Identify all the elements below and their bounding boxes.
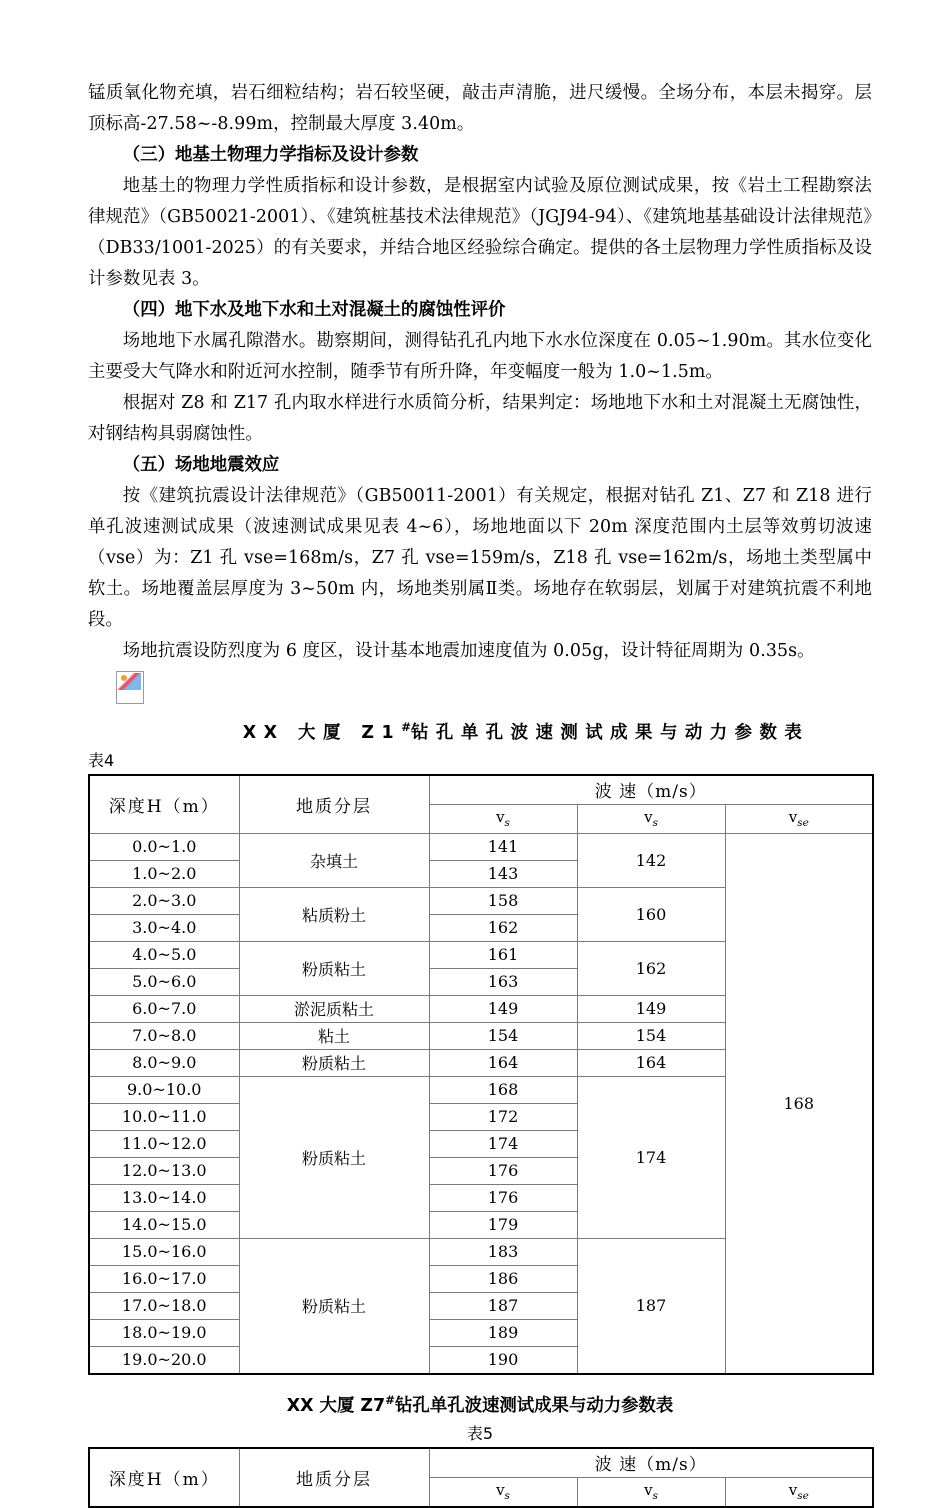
table-header-row [89,775,873,805]
cell-depth: 18.0~19.0 [89,1319,239,1346]
header-vs-1-subscript: s [504,817,510,830]
cell-soil-layer: 淤泥质粘土 [239,995,429,1022]
cell-soil-layer: 粉质粘土 [239,941,429,995]
cell-depth: 15.0~16.0 [89,1238,239,1265]
cell-depth: 13.0~14.0 [89,1184,239,1211]
header-layer: 地质分层 [239,1448,429,1507]
header-vs-2 [577,1477,725,1507]
cell-vs: 164 [429,1049,577,1076]
cell-vs-average: 149 [577,995,725,1022]
cell-soil-layer: 粉质粘土 [239,1076,429,1238]
cell-soil-layer: 杂填土 [239,833,429,887]
header-vs-2-subscript: s [652,1490,658,1503]
cell-vs: 158 [429,887,577,914]
broken-image-sun-icon [121,675,127,681]
header-vs-1-subscript: s [504,1490,510,1503]
cell-depth: 1.0~2.0 [89,860,239,887]
table4-title [88,712,872,748]
table5-title-prefix: XX 大厦 Z7 [286,1395,386,1416]
header-layer: 地质分层 [239,775,429,834]
cell-vs-average: 154 [577,1022,725,1049]
paragraph-seismic-effects: 按《建筑抗震设计法律规范》（GB50011-2001）有关规定，根据对钻孔 Z1、Z7 和 Z18 进行单孔波速测试成果（波速测试成果见表 4~6），场地地面以下 20m 深度范围内土层等效剪切波速（vse）为：Z1 孔 vse=168m/s，Z7 孔 vse=159m/s，Z18 孔 vse=162m/s，场地土类型属中软土。场地覆盖层厚度为 3~50m 内，场地类别属Ⅱ类。场地存在软弱层，划属于对建筑抗震不利地段。 [88,486,872,630]
table5-title-superscript: # [385,1392,396,1407]
cell-soil-layer: 粉质粘土 [239,1049,429,1076]
header-vse-symbol: v [788,1481,798,1500]
paragraph-groundwater-level: 场地地下水属孔隙潜水。勘察期间，测得钻孔孔内地下水水位深度在 0.05~1.90m。其水位变化主要受大气降水和附近河水控制，随季节有所升降，年变幅度一般为 1.0~1.5m。 [88,331,872,382]
cell-vs: 176 [429,1157,577,1184]
cell-depth: 9.0~10.0 [89,1076,239,1103]
cell-depth: 14.0~15.0 [89,1211,239,1238]
cell-vs-average: 174 [577,1076,725,1238]
header-vs-2-symbol: v [644,1481,653,1500]
cell-depth: 8.0~9.0 [89,1049,239,1076]
header-vs-1 [429,804,577,833]
table4-title-suffix: 钻孔单孔波速测试成果与动力参数表 [411,722,810,743]
table4-title-superscript: # [401,720,412,734]
table-header-row [89,1448,873,1478]
cell-vs-average: 162 [577,941,725,995]
cell-vs: 183 [429,1238,577,1265]
header-vse [725,804,873,833]
cell-depth: 11.0~12.0 [89,1130,239,1157]
cell-depth: 6.0~7.0 [89,995,239,1022]
header-wave-velocity: 波 速（m/s） [429,775,873,805]
cell-depth: 3.0~4.0 [89,914,239,941]
cell-vs: 161 [429,941,577,968]
cell-depth: 16.0~17.0 [89,1265,239,1292]
cell-vs: 162 [429,914,577,941]
header-vs-1-symbol: v [496,808,505,827]
cell-vs: 172 [429,1103,577,1130]
table5-wave-velocity [88,1447,874,1508]
cell-depth: 0.0~1.0 [89,833,239,860]
header-vs-1 [429,1477,577,1507]
header-depth: 深度H（m） [89,775,239,834]
cell-vs: 143 [429,860,577,887]
cell-vs: 186 [429,1265,577,1292]
cell-depth: 10.0~11.0 [89,1103,239,1130]
header-wave-velocity: 波 速（m/s） [429,1448,873,1478]
cell-vs: 149 [429,995,577,1022]
paragraph-water-corrosivity: 根据对 Z8 和 Z17 孔内取水样进行水质简分析，结果判定：场地地下水和土对混凝土无腐蚀性，对钢结构具弱腐蚀性。 [88,393,872,444]
header-vse-subscript: se [797,1490,809,1503]
table4-wave-velocity [88,774,874,1375]
cell-vs-average: 164 [577,1049,725,1076]
header-vs-2 [577,804,725,833]
table5-title-suffix: 钻孔单孔波速测试成果与动力参数表 [395,1395,674,1416]
cell-soil-layer: 粘土 [239,1022,429,1049]
cell-vs: 154 [429,1022,577,1049]
heading-section-three: （三）地基土物理力学指标及设计参数 [122,145,419,165]
cell-vs: 190 [429,1346,577,1374]
table5-title [88,1385,872,1421]
table4-title-prefix: XX 大厦 Z1 [242,722,402,743]
cell-vs: 163 [429,968,577,995]
cell-depth: 12.0~13.0 [89,1157,239,1184]
cell-vs: 176 [429,1184,577,1211]
cell-depth: 19.0~20.0 [89,1346,239,1374]
header-vse-symbol: v [788,808,798,827]
heading-section-four: （四）地下水及地下水和土对混凝土的腐蚀性评价 [122,300,506,320]
table-row [89,833,873,860]
cell-vs: 141 [429,833,577,860]
cell-vse-overall: 168 [725,833,873,1374]
table4-number-label: 表4 [88,750,115,770]
header-vse [725,1477,873,1507]
header-vse-subscript: se [797,817,809,830]
cell-vs-average: 142 [577,833,725,887]
cell-depth: 7.0~8.0 [89,1022,239,1049]
paragraph-rock-description: 锰质氧化物充填，岩石细粒结构；岩石较坚硬，敲击声清脆，进尺缓慢。全场分布，本层未揭穿。层顶标高-27.58~-8.99m，控制最大厚度 3.40m。 [88,83,872,134]
cell-vs: 179 [429,1211,577,1238]
header-depth: 深度H（m） [89,1448,239,1507]
cell-depth: 2.0~3.0 [89,887,239,914]
header-vs-2-symbol: v [644,808,653,827]
header-vs-1-symbol: v [496,1481,505,1500]
cell-depth: 17.0~18.0 [89,1292,239,1319]
paragraph-seismic-intensity: 场地抗震设防烈度为 6 度区，设计基本地震加速度值为 0.05g，设计特征周期为 0.35s。 [122,641,815,661]
table4-body [89,833,873,1374]
header-vs-2-subscript: s [652,817,658,830]
cell-depth: 4.0~5.0 [89,941,239,968]
heading-section-five: （五）场地地震效应 [122,455,280,475]
cell-soil-layer: 粉质粘土 [239,1238,429,1374]
broken-image-icon [116,671,144,704]
table5-number-label: 表5 [466,1423,494,1443]
page-content [88,78,872,1508]
cell-vs: 189 [429,1319,577,1346]
cell-vs-average: 187 [577,1238,725,1374]
cell-vs: 174 [429,1130,577,1157]
cell-vs: 168 [429,1076,577,1103]
paragraph-section-three: 地基土的物理力学性质指标和设计参数，是根据室内试验及原位测试成果，按《岩土工程勘察法律规范》（GB50021-2001）、《建筑桩基技术法律规范》（JGJ94-94）、《建筑地基基础设计法律规范》（DB33/1001-2025）的有关要求，并结合地区经验综合确定。提供的各土层物理力学性质指标及设计参数见表 3。 [88,176,872,289]
cell-soil-layer: 粘质粉土 [239,887,429,941]
cell-vs-average: 160 [577,887,725,941]
cell-depth: 5.0~6.0 [89,968,239,995]
cell-vs: 187 [429,1292,577,1319]
